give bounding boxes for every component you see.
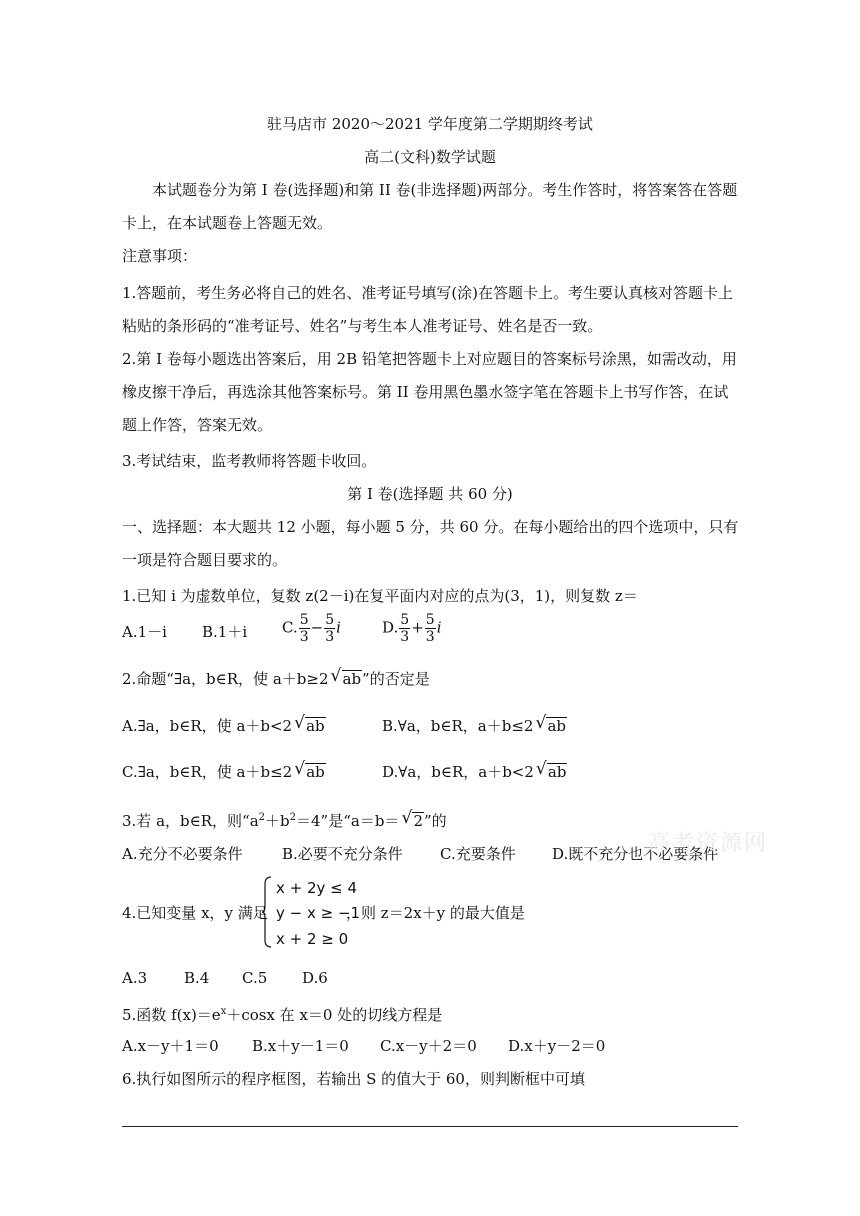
note-1-line-1: 1.答题前，考生务必将自己的姓名、准考证号填写(涂)在答题卡上。考生要认真核对答题卡上 xyxy=(122,284,734,302)
sqrt-ab: √ ab xyxy=(294,713,325,735)
q3-option-c: C.充要条件 xyxy=(440,845,516,863)
q2-option-d: D.∀a，b∈R，a＋b<2 √ ab xyxy=(382,759,567,781)
q4-option-c: C.5 xyxy=(242,969,268,987)
constraint-1: x + 2y ≤ 4 xyxy=(276,879,358,897)
notes-heading: 注意事项： xyxy=(122,247,198,265)
sqrt-2: √ 2 xyxy=(401,808,423,830)
q4-stem-prefix: 4.已知变量 x，y 满足 xyxy=(122,904,268,922)
note-2-line-3: 题上作答，答案无效。 xyxy=(122,416,273,434)
q1-option-d xyxy=(382,612,442,645)
q1-c-imaginary-unit: i xyxy=(336,618,341,637)
q3-stem: 3.若 a，b∈R，则“$a^2+b^2=4$”是“a＝b＝ √ 2”的 xyxy=(122,808,447,830)
q1-option-a: A.1－i xyxy=(122,623,167,641)
sqrt-ab: √ ab xyxy=(330,666,362,688)
q1-option-b: B.1＋i xyxy=(202,623,248,641)
q3-option-d: D.既不充分也不必要条件 xyxy=(552,845,719,863)
q5-option-d: D.x＋y－2＝0 xyxy=(508,1037,606,1055)
section-title: 第 I 卷(选择题 共 60 分) xyxy=(347,485,513,503)
sqrt-ab: √ ab xyxy=(535,713,566,735)
q1-option-d-label: D. xyxy=(382,618,399,637)
watermark: 高考资源网 xyxy=(648,831,769,856)
q2-option-b: B.∀a，b∈R，a＋b≤2 √ ab xyxy=(382,713,566,735)
q5-option-c: C.x－y＋2＝0 xyxy=(380,1037,477,1055)
sqrt-ab: √ ab xyxy=(294,759,325,781)
q1-option-c xyxy=(282,612,341,645)
constraint-3: x + 2 ≥ 0 xyxy=(276,930,349,948)
q1-stem: 1.已知 i 为虚数单位，复数 z(2－i)在复平面内对应的点为(3，1)，则复数 z＝ xyxy=(122,587,638,605)
q4-option-d: D.6 xyxy=(302,969,328,987)
q5-option-b: B.x＋y－1＝0 xyxy=(252,1037,349,1055)
q6-stem: 6.执行如图所示的程序框图，若输出 S 的值大于 60，则判断框中可填 xyxy=(122,1070,585,1088)
q2-stem: 2.命题“∃a，b∈R，使 a＋b≥2 √ ab”的否定是 xyxy=(122,666,430,688)
q2-option-a: A.∃a，b∈R，使 a＋b<2 √ ab xyxy=(122,713,325,735)
section-desc-line-2: 一项是符合题目要求的。 xyxy=(122,551,288,569)
exam-title: 驻马店市 2020～2021 学年度第二学期期终考试 xyxy=(267,115,593,133)
q1-d-fraction-1: $\frac{5}{3}$ xyxy=(400,612,410,645)
q1-c-minus: − xyxy=(310,618,324,637)
q5-option-a: A.x－y＋1＝0 xyxy=(122,1037,219,1055)
note-2-line-2: 橡皮擦干净后，再选涂其他答案标号。第 II 卷用黑色墨水签字笔在答题卡上书写作答，在试 xyxy=(122,383,729,401)
intro-line-2: 卡上，在本试题卷上答题无效。 xyxy=(122,214,333,232)
sqrt-ab: √ ab xyxy=(535,759,567,781)
q1-c-fraction-2: $\frac{5}{3}$ xyxy=(325,612,335,645)
note-1-line-2: 粘贴的条形码的“准考证号、姓名”与考生本人准考证号、姓名是否一致。 xyxy=(122,317,603,335)
q5-stem: 5.函数 $f(x)=e^x+\cos x$ 在 x＝0 处的切线方程是 xyxy=(122,1006,443,1024)
q4-option-b: B.4 xyxy=(184,969,210,987)
q3-option-b: B.必要不充分条件 xyxy=(282,845,403,863)
q1-c-fraction-1: $\frac{5}{3}$ xyxy=(299,612,309,645)
section-desc-line-1: 一、选择题：本大题共 12 小题，每小题 5 分，共 60 分。在每小题给出的四个选项中，只有 xyxy=(122,518,739,536)
q4-stem-suffix: ，则 z＝2x＋y 的最大值是 xyxy=(346,904,525,922)
q1-d-fraction-2: $\frac{5}{3}$ xyxy=(425,612,435,645)
q2-option-c: C.∃a，b∈R，使 a＋b≤2 √ ab xyxy=(122,759,325,781)
q1-option-c-label: C. xyxy=(282,618,298,637)
system-brace xyxy=(262,876,272,948)
intro-line-1: 本试题卷分为第 I 卷(选择题)和第 II 卷(非选择题)两部分。考生作答时，将答案答在答题 xyxy=(152,181,738,199)
note-3: 3.考试结束，监考教师将答题卡收回。 xyxy=(122,452,377,470)
q1-d-imaginary-unit: i xyxy=(436,618,442,637)
note-2-line-1: 2.第 I 卷每小题选出答案后，用 2B 铅笔把答题卡上对应题目的答案标号涂黑，如需改动，用 xyxy=(122,350,737,368)
q4-option-a: A.3 xyxy=(122,969,148,987)
page-footer-rule xyxy=(122,1126,738,1127)
exam-subtitle: 高二(文科)数学试题 xyxy=(364,148,496,166)
constraint-2: y − x ≥ −1 xyxy=(276,904,361,922)
q1-d-plus: + xyxy=(411,618,424,637)
q3-option-a: A.充分不必要条件 xyxy=(122,845,243,863)
